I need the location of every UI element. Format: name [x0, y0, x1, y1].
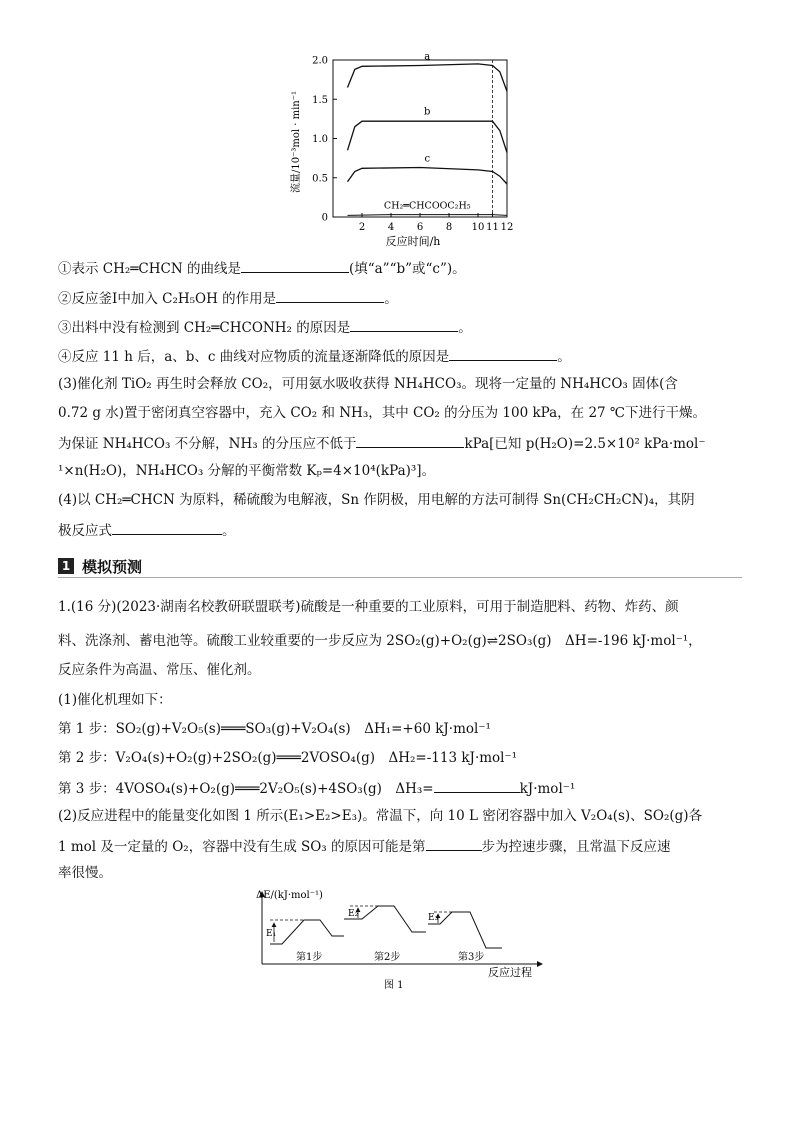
- curve-label-1: a: [424, 52, 431, 63]
- y-tick-label: 0.5: [312, 173, 328, 185]
- part3-line1: (3)催化剂 TiO₂ 再生时会释放 CO₂，可用氨水吸收获得 NH₄HCO₃。现将一定量的 NH₄HCO₃ 固体(含: [58, 376, 678, 392]
- s1-line8: (2)反应进程中的能量变化如图 1 所示(E₁>E₂>E₃)。常温下，向 10 L 密闭容器中加入 V₂O₄(s)、SO₂(g)各: [58, 808, 703, 824]
- s1-line1: 1.(16 分)(2023·湖南名校教研联盟联考)硫酸是一种重要的工业原料，可用于制造肥料、药物、炸药、颜: [58, 599, 679, 615]
- answer-blank-1[interactable]: [241, 258, 349, 273]
- chart-frame: [333, 60, 507, 217]
- question-2: ②反应釜Ⅰ中加入 C₂H₅OH 的作用是 。: [58, 288, 398, 308]
- s1-line9: 1 mol 及一定量的 O₂，容器中没有生成 SO₃ 的原因可能是第 步为控速步骤，且常温下反应速: [58, 836, 671, 856]
- x-tick-label: 11: [486, 222, 499, 233]
- x-tick-label: 10: [471, 222, 485, 233]
- e3-label: E₃: [428, 913, 439, 923]
- x-tick-label: 4: [387, 222, 395, 233]
- e2-label: E₂: [348, 909, 359, 919]
- s1-line4: (1)催化机理如下：: [58, 692, 172, 708]
- series-line-3: [348, 168, 508, 185]
- part3-line3: 为保证 NH₄HCO₃ 不分解，NH₃ 的分压应不低于 kPa[已知 p(H₂O)=2.5×10² kPa·mol⁻: [58, 433, 706, 453]
- answer-blank-6[interactable]: [112, 520, 222, 535]
- step3-energy-path: [428, 912, 502, 948]
- part3-line2: 0.72 g 水)置于密闭真空容器中，充入 CO₂ 和 NH₃，其中 CO₂ 的分压为 100 kPa，在 27 ℃下进行干燥。: [58, 405, 707, 421]
- step3-line: 第 3 步：4VOSO₄(s)+O₂(g)═══2V₂O₅(s)+4SO₃(g) ΔH₃= kJ·mol⁻¹: [58, 778, 575, 798]
- step2-label: 第2步: [374, 952, 401, 963]
- step2-line: 第 2 步：V₂O₄(s)+O₂(g)+2SO₂(g)═══2VOSO₄(g) ΔH₂=-113 kJ·mol⁻¹: [58, 750, 518, 766]
- curve-label-3: c: [424, 153, 431, 165]
- answer-blank-4[interactable]: [449, 346, 557, 361]
- part3-line4: ¹×n(H₂O)，NH₄HCO₃ 分解的平衡常数 Kₚ=4×10⁴(kPa)³]。: [58, 463, 436, 479]
- y-tick-label: 0: [321, 212, 328, 224]
- x-tick-label: 6: [416, 222, 424, 233]
- energy-xlabel: 反应过程: [488, 966, 532, 979]
- series-line-2: [348, 121, 508, 152]
- step1-line: 第 1 步：SO₂(g)+V₂O₅(s)═══SO₃(g)+V₂O₄(s) ΔH₁=+60 kJ·mol⁻¹: [58, 721, 491, 737]
- x-tick-label: 8: [445, 222, 453, 233]
- y-tick-label: 2.0: [312, 55, 328, 67]
- part4-line2: 极反应式 。: [58, 520, 236, 540]
- series-line-4: [348, 215, 508, 216]
- x-tick-label: 2: [358, 222, 366, 233]
- s1-line10: 率很慢。: [58, 865, 112, 881]
- x-tick-label: 12: [500, 222, 514, 233]
- step1-label: 第1步: [296, 952, 323, 963]
- y-tick-label: 1.5: [312, 94, 328, 106]
- answer-blank-2[interactable]: [276, 288, 384, 303]
- flow-rate-chart: [285, 52, 525, 252]
- answer-blank-dh3[interactable]: [434, 778, 520, 793]
- curve-label-2: b: [424, 106, 431, 118]
- s1-line2: 料、洗涤剂、蓄电池等。硫酸工业较重要的一步反应为 2SO₂(g)+O₂(g)⇌2SO₃(g) ΔH=-196 kJ·mol⁻¹，: [58, 633, 702, 649]
- curve-label-4: CH₂═CHCOOC₂H₅: [383, 200, 471, 212]
- section-divider: [58, 577, 742, 578]
- question-1: ①表示 CH₂═CHCN 的曲线是 (填“a”“b”或“c”)。: [58, 258, 466, 278]
- e1-label: E₁: [266, 929, 277, 939]
- section-badge: 1: [58, 558, 74, 574]
- section-heading: [58, 556, 742, 578]
- step3-label: 第3步: [458, 952, 485, 963]
- answer-blank-5[interactable]: [356, 433, 464, 448]
- figure1-caption: 图 1: [384, 980, 404, 991]
- energy-diagram: [252, 884, 552, 994]
- answer-blank-step[interactable]: [426, 836, 482, 851]
- chart-ylabel: 流量/10⁻³mol · min⁻¹: [291, 90, 302, 194]
- question-3: ③出料中没有检测到 CH₂═CHCONH₂ 的原因是 。: [58, 317, 472, 337]
- series-line-1: [348, 64, 508, 92]
- question-4: ④反应 11 h 后，a、b、c 曲线对应物质的流量逐渐降低的原因是 。: [58, 346, 571, 366]
- s1-line3: 反应条件为高温、常压、催化剂。: [58, 662, 261, 678]
- step1-energy-path: [270, 920, 344, 944]
- energy-ylabel: ΔE/(kJ·mol⁻¹): [256, 890, 323, 901]
- y-tick-label: 1.0: [312, 134, 328, 145]
- chart-xlabel: 反应时间/h: [385, 235, 441, 248]
- section-title: 模拟预测: [82, 558, 143, 576]
- part4-line1: (4)以 CH₂═CHCN 为原料，稀硫酸为电解液，Sn 作阴极，用电解的方法可制得 Sn(CH₂CH₂CN)₄，其阴: [58, 492, 695, 508]
- answer-blank-3[interactable]: [350, 317, 458, 332]
